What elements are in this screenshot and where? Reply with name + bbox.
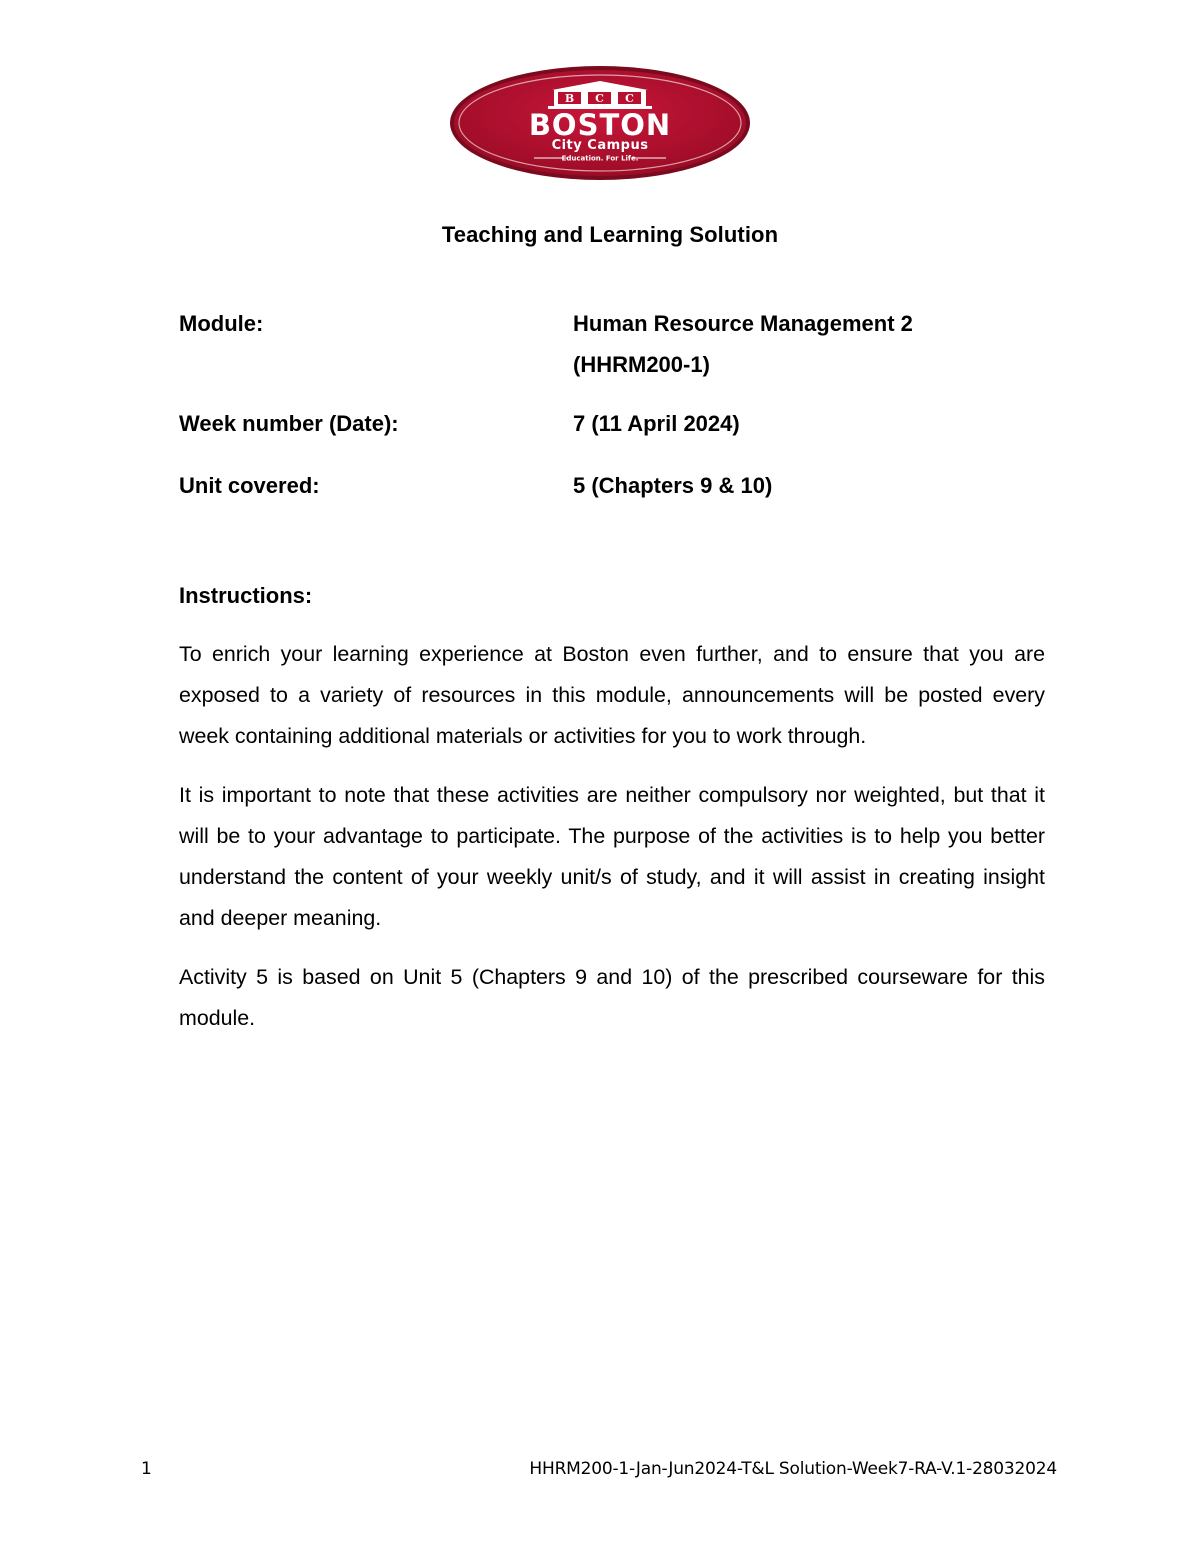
instructions-paragraph-2: It is important to note that these activities are neither compulsory nor weighted, but that it will be to your advantage to participate. The purpose of the activities is to help you better understand the content of your weekly unit/s of study, and it will assist in creating insight and deeper meaning. <box>179 783 1045 930</box>
module-code-value: (HHRM200-1) <box>573 352 710 377</box>
footer-page-number: 1 <box>141 1459 152 1479</box>
instructions-heading: Instructions: <box>179 583 313 608</box>
instructions-paragraph-1: To enrich your learning experience at Boston even further, and to ensure that you are exposed to a variety of resources in this module, announcements will be posted every week containing additional materials or activities for you to work through. <box>179 642 1045 748</box>
svg-text:City Campus: City Campus <box>551 138 649 153</box>
boston-city-campus-logo <box>448 64 752 182</box>
unit-label: Unit covered: <box>179 473 320 498</box>
svg-text:B: B <box>564 92 575 105</box>
module-value: Human Resource Management 2 <box>573 311 913 336</box>
week-label: Week number (Date): <box>179 411 399 436</box>
week-value: 7 (11 April 2024) <box>573 411 740 436</box>
instructions-paragraph-3: Activity 5 is based on Unit 5 (Chapters 9 and 10) of the prescribed courseware for this module. <box>179 965 1045 1030</box>
svg-text:C: C <box>625 92 634 105</box>
svg-text:Education. For Life.: Education. For Life. <box>561 154 639 163</box>
svg-text:BOSTON: BOSTON <box>528 108 672 142</box>
unit-value: 5 (Chapters 9 & 10) <box>573 473 773 498</box>
footer-document-reference: HHRM200-1-Jan-Jun2024-T&L Solution-Week7-RA-V.1-28032024 <box>529 1459 1057 1479</box>
svg-text:C: C <box>595 92 604 105</box>
module-label: Module: <box>179 311 264 336</box>
document-title: Teaching and Learning Solution <box>441 222 779 247</box>
